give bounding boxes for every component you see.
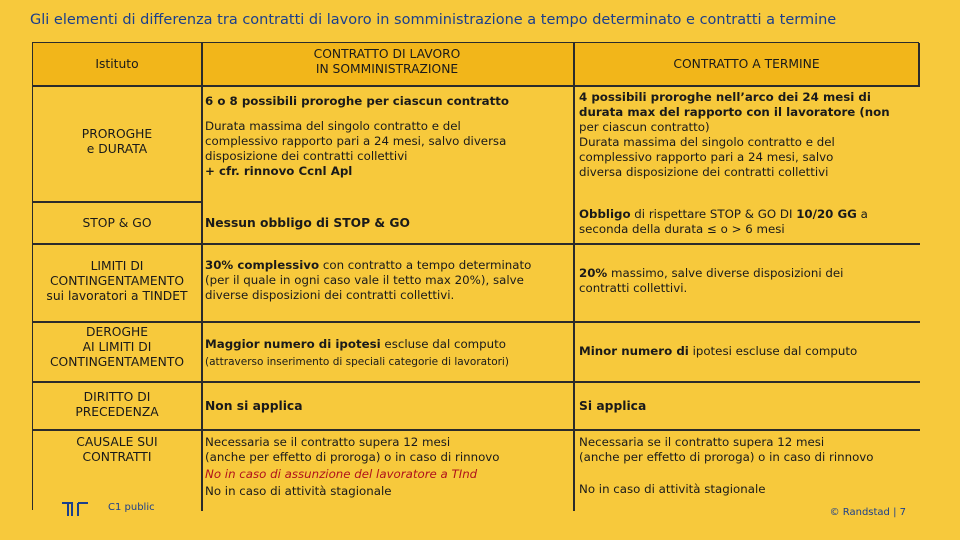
label-limiti: LIMITI DI CONTINGENTAMENTO sui lavoratori a TINDET xyxy=(46,259,188,303)
causale-termine: Necessaria se il contratto supera 12 mesi (anche per effetto di proroga) o in caso di rinnovo No in caso di attività stagionale xyxy=(579,435,874,496)
proroghe-somministrazione: 6 o 8 possibili proroghe per ciascun contratto Durata massima del singolo contratto e del complessivo rapporto pari a 24 mesi, salvo diversa disposizione dei contratti collettivi + cfr. rinnovo Ccnl Apl xyxy=(205,94,509,178)
label-deroghe: DEROGHE AI LIMITI DI CONTINGENTAMENTO xyxy=(49,325,185,369)
row-divider xyxy=(33,321,920,323)
header-somministrazione: CONTRATTO DI LAVORO IN SOMMINISTRAZIONE xyxy=(313,47,461,76)
label-diritto: DIRITTO DI PRECEDENZA xyxy=(75,390,159,419)
label-causale: CAUSALE SUI CONTRATTI xyxy=(76,435,158,464)
randstad-logo-icon xyxy=(60,500,90,518)
limiti-termine: 20% massimo, salve diverse disposizioni dei contratti collettivi. xyxy=(579,266,844,295)
stop-go-termine: Obbligo di rispettare STOP & GO DI 10/20 GG a seconda della durata ≤ o > 6 mesi xyxy=(579,207,868,236)
comparison-table xyxy=(32,42,919,510)
stop-go-somministrazione: Nessun obbligo di STOP & GO xyxy=(205,216,410,230)
deroghe-somministrazione: Maggior numero di ipotesi escluse dal computo (attraverso inserimento di speciali categorie di lavoratori) xyxy=(205,337,509,368)
row-divider xyxy=(33,429,920,431)
causale-somministrazione: Necessaria se il contratto supera 12 mesi (anche per effetto di proroga) o in caso di rinnovo No in caso di assunzione del lavoratore a TInd No in caso di attività stagionale xyxy=(205,435,500,498)
label-stop-go: STOP & GO xyxy=(82,216,152,230)
diritto-termine: Si applica xyxy=(579,399,647,413)
header-termine: CONTRATTO A TERMINE xyxy=(673,57,820,71)
proroghe-termine: 4 possibili proroghe nell’arco dei 24 mesi di durata max del rapporto con il lavoratore (non per ciascun contratto) Durata massima del singolo contratto e del complessivo rapporto pari a 24 mesi, salvo diversa disposizione dei contratti collettivi xyxy=(579,90,890,179)
row-divider xyxy=(33,85,920,87)
diritto-somministrazione: Non si applica xyxy=(205,399,303,413)
limiti-somministrazione: 30% complessivo con contratto a tempo determinato (per il quale in ogni caso vale il tetto max 20%), salve diverse disposizioni dei contratti collettivi. xyxy=(205,258,532,302)
column-divider xyxy=(573,43,575,511)
label-proroghe: PROROGHE e DURATA xyxy=(81,127,153,156)
row-divider xyxy=(33,201,201,203)
row-divider xyxy=(33,243,920,245)
header-istituto: Istituto xyxy=(95,57,139,71)
deroghe-termine: Minor numero di ipotesi escluse dal computo xyxy=(579,344,858,358)
page-title: Gli elementi di differenza tra contratti di lavoro in somministrazione a tempo determinato e contratti a termine xyxy=(30,12,837,28)
copyright-label: © Randstad | 7 xyxy=(829,507,906,518)
row-divider xyxy=(33,381,920,383)
classification-label: C1 public xyxy=(108,502,155,513)
